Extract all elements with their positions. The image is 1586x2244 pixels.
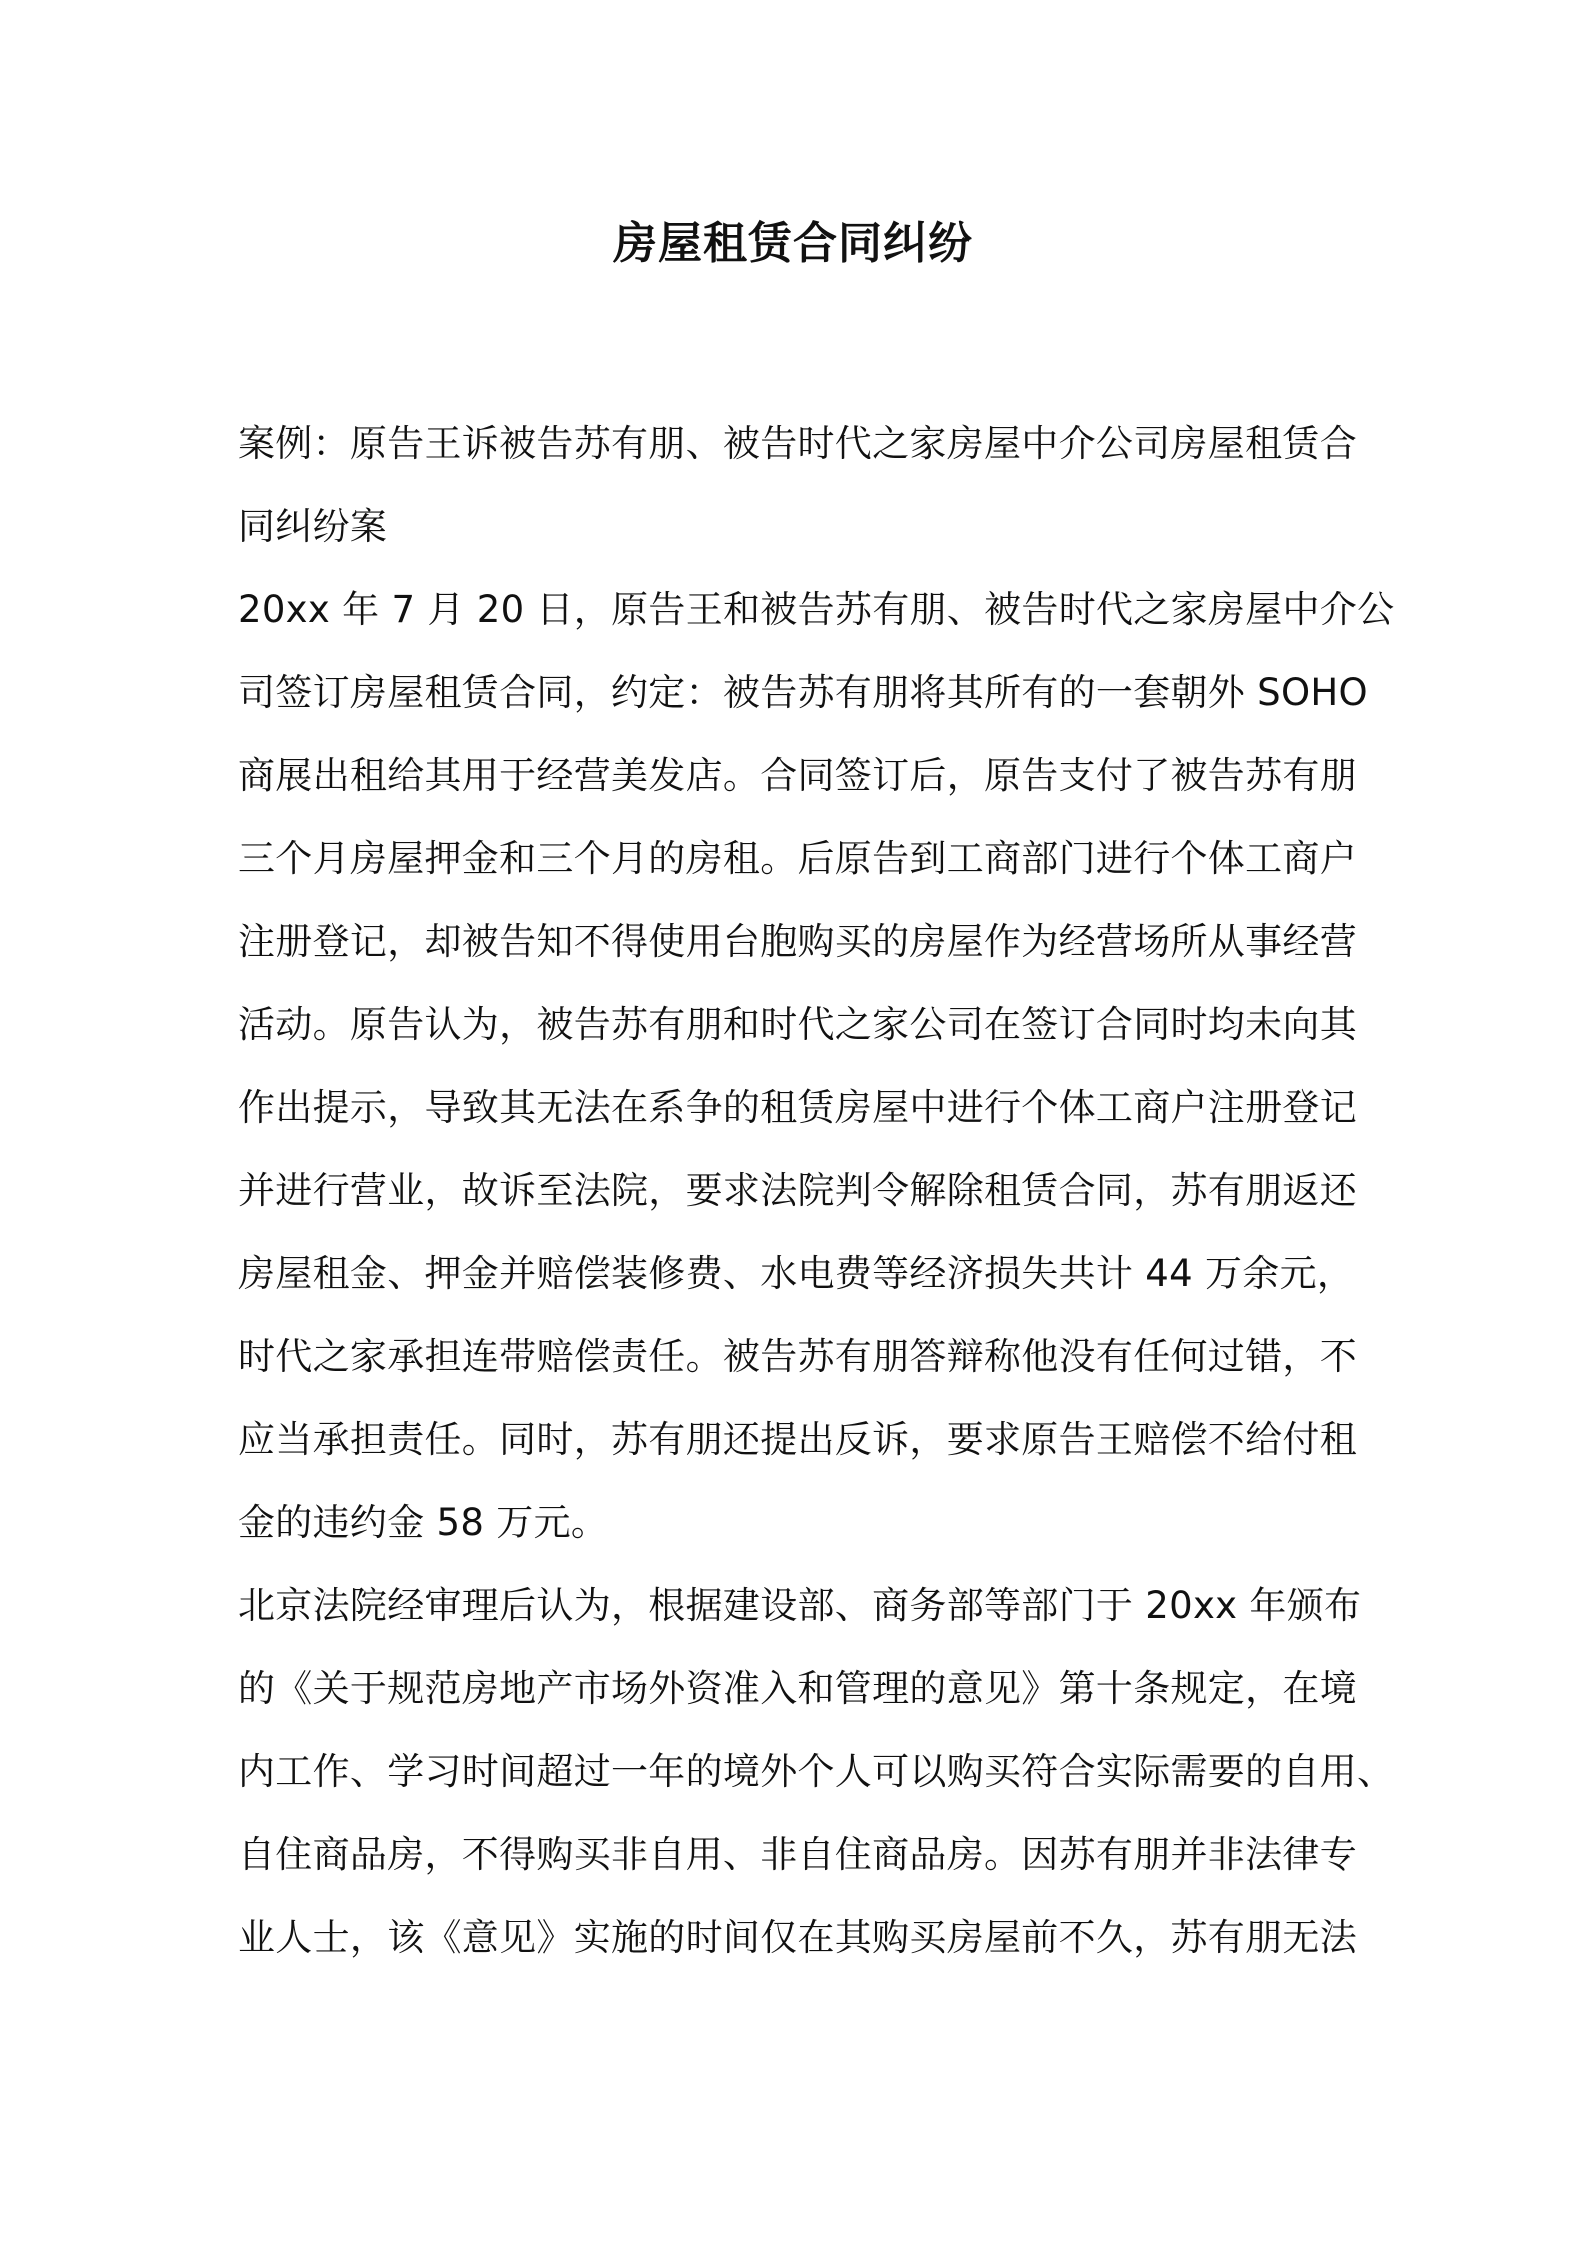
text-line: 注册登记，却被告知不得使用台胞购买的房屋作为经营场所从事经营 bbox=[238, 920, 1357, 963]
text-line: 房屋租金、押金并赔偿装修费、水电费等经济损失共计 44 万余元， bbox=[238, 1252, 1355, 1295]
text-line: 应当承担责任。同时，苏有朋还提出反诉，要求原告王赔偿不给付租 bbox=[238, 1418, 1357, 1461]
text-line: 司签订房屋租赁合同，约定：被告苏有朋将其所有的一套朝外 SOHO bbox=[238, 671, 1368, 714]
paragraph-case-facts bbox=[238, 568, 1395, 1564]
document-title: 房屋租赁合同纠纷 bbox=[613, 218, 973, 269]
text-line: 北京法院经审理后认为，根据建设部、商务部等部门于 20xx 年颁布 bbox=[238, 1584, 1362, 1627]
paragraph-court-opinion bbox=[238, 1564, 1395, 1979]
text-line: 自住商品房，不得购买非自用、非自住商品房。因苏有朋并非法律专 bbox=[238, 1833, 1357, 1876]
text-line: 金的违约金 58 万元。 bbox=[238, 1501, 609, 1544]
text-line: 案例：原告王诉被告苏有朋、被告时代之家房屋中介公司房屋租赁合 bbox=[238, 422, 1357, 465]
text-line: 作出提示，导致其无法在系争的租赁房屋中进行个体工商户注册登记 bbox=[238, 1086, 1357, 1129]
document-body bbox=[238, 402, 1395, 1979]
text-line: 业人士，该《意见》实施的时间仅在其购买房屋前不久，苏有朋无法 bbox=[238, 1916, 1357, 1959]
text-line: 三个月房屋押金和三个月的房租。后原告到工商部门进行个体工商户 bbox=[238, 837, 1357, 880]
text-line: 商展出租给其用于经营美发店。合同签订后，原告支付了被告苏有朋 bbox=[238, 754, 1357, 797]
paragraph-case-heading bbox=[238, 402, 1368, 568]
text-line: 活动。原告认为，被告苏有朋和时代之家公司在签订合同时均未向其 bbox=[238, 1003, 1357, 1046]
text-line: 20xx 年 7 月 20 日，原告王和被告苏有朋、被告时代之家房屋中介公 bbox=[238, 588, 1395, 631]
text-line: 并进行营业，故诉至法院，要求法院判令解除租赁合同，苏有朋返还 bbox=[238, 1169, 1357, 1212]
text-line: 时代之家承担连带赔偿责任。被告苏有朋答辩称他没有任何过错，不 bbox=[238, 1335, 1357, 1378]
text-line: 的《关于规范房地产市场外资准入和管理的意见》第十条规定，在境 bbox=[238, 1667, 1357, 1710]
text-line: 同纠纷案 bbox=[238, 505, 388, 548]
text-line: 内工作、学习时间超过一年的境外个人可以购买符合实际需要的自用、 bbox=[238, 1750, 1395, 1793]
